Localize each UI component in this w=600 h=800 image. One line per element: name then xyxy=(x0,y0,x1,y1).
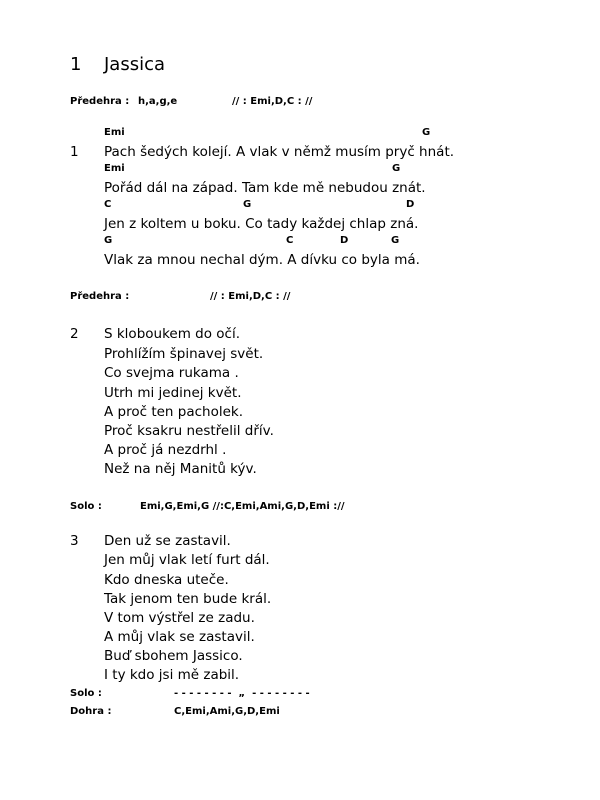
lyric-line: Buď sbohem Jassico. xyxy=(104,648,243,664)
song-title: Jassica xyxy=(104,54,166,75)
chord: G xyxy=(243,199,252,210)
chord: C xyxy=(286,235,294,246)
lyric-line: Prohlížím špinavej svět. xyxy=(104,346,264,362)
chord: G xyxy=(104,235,113,246)
solo-label: Solo : xyxy=(70,688,102,699)
intro-chords: // : Emi,D,C : // xyxy=(232,96,313,107)
solo-chords: - - - - - - - - „ - - - - - - - - xyxy=(174,688,310,699)
intro-label: Předehra : xyxy=(70,291,130,302)
outro-label: Dohra : xyxy=(70,706,112,717)
lyric-line: A proč ten pacholek. xyxy=(104,404,244,420)
song-number: 1 xyxy=(70,54,82,75)
lyric-line: Co svejma rukama . xyxy=(104,365,239,381)
lyric-line: Den už se zastavil. xyxy=(104,533,231,549)
verse-number: 2 xyxy=(70,326,79,342)
lyric-line: Kdo dneska uteče. xyxy=(104,572,229,588)
lyric-line: A můj vlak se zastavil. xyxy=(104,629,255,645)
chord: Emi xyxy=(104,127,125,138)
lyric-line: Vlak za mnou nechal dým. A dívku co byla má. xyxy=(104,252,420,268)
outro-chords: C,Emi,Ami,G,D,Emi xyxy=(174,706,280,717)
chord: Emi xyxy=(104,163,125,174)
solo-chords: Emi,G,Emi,G //:C,Emi,Ami,G,D,Emi :// xyxy=(140,501,345,512)
lyric-line: Proč ksakru nestřelil dřív. xyxy=(104,423,274,439)
lyric-line: Pach šedých kolejí. A vlak v němž musím pryč hnát. xyxy=(104,144,455,160)
lyric-line: Jen z koltem u boku. Co tady každej chlap zná. xyxy=(104,216,419,232)
lyric-line: Jen můj vlak letí furt dál. xyxy=(104,552,270,568)
chord: D xyxy=(406,199,415,210)
lyric-line: I ty kdo jsi mě zabil. xyxy=(104,667,240,683)
chord: G xyxy=(392,163,401,174)
chord: G xyxy=(391,235,400,246)
intro-notes: h,a,g,e xyxy=(138,96,178,107)
lyric-line: A proč já nezdrhl . xyxy=(104,442,227,458)
chord: G xyxy=(422,127,431,138)
solo-label: Solo : xyxy=(70,501,102,512)
lyric-line: Utrh mi jedinej květ. xyxy=(104,385,242,401)
lyric-line: Pořád dál na západ. Tam kde mě nebudou znát. xyxy=(104,180,426,196)
lyric-line: Tak jenom ten bude král. xyxy=(104,591,272,607)
verse-number: 1 xyxy=(70,144,79,160)
lyric-line: Než na něj Manitů kýv. xyxy=(104,461,257,477)
intro-label: Předehra : xyxy=(70,96,130,107)
intro-chords: // : Emi,D,C : // xyxy=(210,291,291,302)
chord: C xyxy=(104,199,112,210)
chord: D xyxy=(340,235,349,246)
verse-number: 3 xyxy=(70,533,79,549)
lyric-line: V tom výstřel ze zadu. xyxy=(104,610,255,626)
lyric-line: S kloboukem do očí. xyxy=(104,326,241,342)
